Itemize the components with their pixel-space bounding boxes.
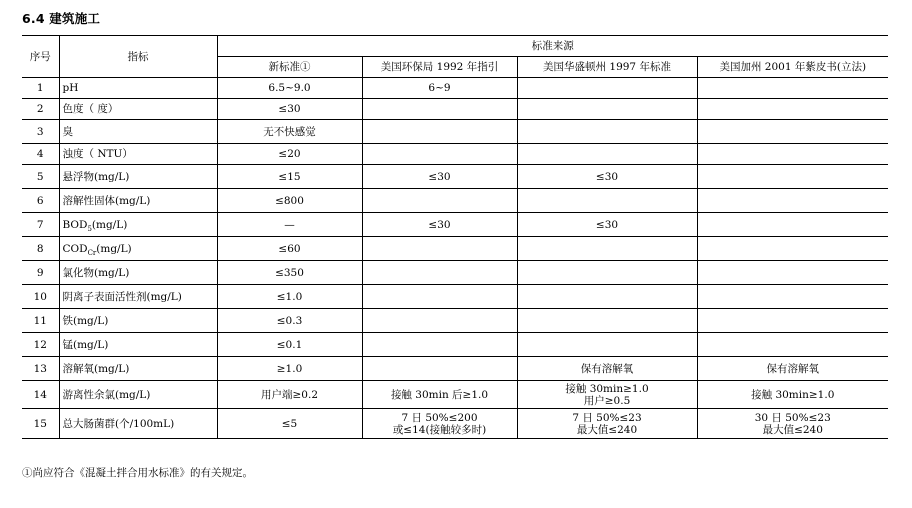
cell-indicator bbox=[59, 120, 217, 144]
cell-seq: 5 bbox=[22, 165, 59, 189]
cell-indicator bbox=[59, 165, 217, 189]
indicator-name: 色度（ 度） bbox=[62, 103, 119, 115]
cell-new-standard bbox=[217, 261, 362, 285]
cell-new-standard bbox=[217, 237, 362, 261]
cell-seq: 10 bbox=[22, 285, 59, 309]
cell-california-2001 bbox=[697, 99, 888, 120]
cell-washington-1997 bbox=[517, 99, 697, 120]
cell-value: 保有溶解氧 bbox=[766, 362, 819, 375]
cell-value: ≤30 bbox=[595, 218, 619, 231]
table-row bbox=[22, 333, 888, 357]
cell-new-standard bbox=[217, 357, 362, 381]
indicator-subscript: Cr bbox=[87, 248, 97, 257]
table-row bbox=[22, 99, 888, 120]
cell-indicator bbox=[59, 261, 217, 285]
cell-value: ≤30 bbox=[595, 170, 619, 183]
header-source-epa: 美国环保局 1992 年指引 bbox=[362, 57, 517, 78]
cell-epa-1992 bbox=[362, 165, 517, 189]
cell-seq: 13 bbox=[22, 357, 59, 381]
cell-new-standard bbox=[217, 99, 362, 120]
table-row bbox=[22, 213, 888, 237]
cell-seq: 9 bbox=[22, 261, 59, 285]
section-title: 6.4 建筑施工 bbox=[22, 11, 101, 26]
cell-california-2001 bbox=[697, 309, 888, 333]
header-source-washington: 美国华盛顿州 1997 年标准 bbox=[517, 57, 697, 78]
cell-value: 或≤14(接触较多时) bbox=[392, 423, 487, 436]
table-row bbox=[22, 381, 888, 409]
cell-washington-1997 bbox=[517, 285, 697, 309]
cell-value: 7 日 50%≤23 bbox=[572, 411, 642, 424]
indicator-name: 溶解性固体(mg/L) bbox=[62, 194, 151, 207]
indicator-subscript: 5 bbox=[87, 224, 92, 233]
cell-california-2001 bbox=[697, 189, 888, 213]
cell-seq: 12 bbox=[22, 333, 59, 357]
cell-washington-1997 bbox=[517, 409, 697, 439]
cell-washington-1997 bbox=[517, 189, 697, 213]
cell-california-2001 bbox=[697, 285, 888, 309]
indicator-name: pH bbox=[62, 82, 79, 94]
cell-california-2001 bbox=[697, 357, 888, 381]
cell-indicator bbox=[59, 309, 217, 333]
cell-indicator bbox=[59, 357, 217, 381]
table-row bbox=[22, 165, 888, 189]
cell-value: ≤30 bbox=[428, 218, 451, 231]
cell-epa-1992 bbox=[362, 381, 517, 409]
cell-value: ≤1.0 bbox=[276, 290, 303, 303]
indicator-name: COD bbox=[62, 242, 88, 255]
indicator-unit: (mg/L) bbox=[91, 218, 128, 231]
cell-seq: 3 bbox=[22, 120, 59, 144]
cell-epa-1992 bbox=[362, 409, 517, 439]
cell-indicator bbox=[59, 99, 217, 120]
cell-new-standard bbox=[217, 213, 362, 237]
cell-seq: 11 bbox=[22, 309, 59, 333]
cell-value: ≤30 bbox=[278, 103, 301, 115]
cell-epa-1992 bbox=[362, 285, 517, 309]
cell-value: ≤0.3 bbox=[276, 314, 303, 327]
cell-new-standard bbox=[217, 165, 362, 189]
cell-washington-1997 bbox=[517, 144, 697, 165]
indicator-name: 臭 bbox=[62, 125, 73, 138]
cell-value: 用户≥0.5 bbox=[583, 394, 631, 407]
footnote: ①尚应符合《混凝土拌合用水标准》的有关规定。 bbox=[22, 467, 253, 479]
header-seq: 序号 bbox=[22, 36, 59, 78]
cell-value: ≤350 bbox=[275, 266, 304, 279]
cell-value: ≤60 bbox=[278, 242, 301, 255]
cell-washington-1997 bbox=[517, 78, 697, 99]
table-row bbox=[22, 357, 888, 381]
indicator-name: 游离性余氯(mg/L) bbox=[62, 388, 151, 401]
cell-epa-1992 bbox=[362, 78, 517, 99]
cell-california-2001 bbox=[697, 120, 888, 144]
cell-indicator bbox=[59, 144, 217, 165]
indicator-name: 氯化物(mg/L) bbox=[62, 266, 130, 279]
cell-value: ≤15 bbox=[278, 170, 301, 183]
cell-value: 接触 30min≥1.0 bbox=[565, 382, 649, 395]
cell-value: ≤0.1 bbox=[276, 338, 303, 351]
cell-value: 最大值≤240 bbox=[762, 423, 823, 436]
cell-value: 6.5~9.0 bbox=[268, 82, 311, 94]
cell-epa-1992 bbox=[362, 309, 517, 333]
indicator-name: 总大肠菌群(个/100mL) bbox=[62, 417, 175, 430]
table-row bbox=[22, 285, 888, 309]
indicator-name: BOD bbox=[62, 218, 88, 231]
table-body bbox=[22, 78, 888, 439]
cell-indicator bbox=[59, 285, 217, 309]
cell-california-2001 bbox=[697, 78, 888, 99]
cell-epa-1992 bbox=[362, 333, 517, 357]
table-row bbox=[22, 237, 888, 261]
cell-washington-1997 bbox=[517, 261, 697, 285]
cell-value: 用户端≥0.2 bbox=[261, 388, 318, 401]
cell-washington-1997 bbox=[517, 120, 697, 144]
cell-value: 无不快感觉 bbox=[263, 125, 316, 138]
cell-epa-1992 bbox=[362, 237, 517, 261]
cell-value: 保有溶解氧 bbox=[580, 362, 634, 375]
cell-value: ≤800 bbox=[275, 194, 304, 207]
cell-indicator bbox=[59, 333, 217, 357]
cell-washington-1997 bbox=[517, 213, 697, 237]
cell-california-2001 bbox=[697, 237, 888, 261]
table-row bbox=[22, 144, 888, 165]
header-indicator: 指标 bbox=[59, 36, 217, 78]
header-source-new: 新标准① bbox=[217, 57, 362, 78]
indicator-name: 锰(mg/L) bbox=[62, 338, 109, 351]
table-row bbox=[22, 261, 888, 285]
cell-epa-1992 bbox=[362, 99, 517, 120]
cell-california-2001 bbox=[697, 381, 888, 409]
table-row bbox=[22, 78, 888, 99]
cell-epa-1992 bbox=[362, 120, 517, 144]
cell-value: 最大值≤240 bbox=[576, 423, 638, 436]
cell-epa-1992 bbox=[362, 213, 517, 237]
cell-indicator bbox=[59, 189, 217, 213]
indicator-unit: (mg/L) bbox=[96, 242, 132, 255]
cell-new-standard bbox=[217, 333, 362, 357]
cell-value: 7 日 50%≤200 bbox=[401, 411, 478, 424]
indicator-name: 铁(mg/L) bbox=[62, 314, 109, 327]
cell-washington-1997 bbox=[517, 165, 697, 189]
cell-washington-1997 bbox=[517, 333, 697, 357]
cell-california-2001 bbox=[697, 261, 888, 285]
cell-indicator bbox=[59, 237, 217, 261]
cell-seq: 2 bbox=[22, 99, 59, 120]
cell-california-2001 bbox=[697, 409, 888, 439]
table-row bbox=[22, 120, 888, 144]
cell-new-standard bbox=[217, 144, 362, 165]
cell-value: ≤5 bbox=[281, 417, 298, 430]
cell-new-standard bbox=[217, 309, 362, 333]
indicator-name: 悬浮物(mg/L) bbox=[62, 170, 130, 183]
table-row bbox=[22, 409, 888, 439]
cell-new-standard bbox=[217, 78, 362, 99]
cell-washington-1997 bbox=[517, 237, 697, 261]
indicator-name: 溶解氧(mg/L) bbox=[62, 362, 130, 375]
cell-seq: 14 bbox=[22, 381, 59, 409]
cell-new-standard bbox=[217, 189, 362, 213]
cell-california-2001 bbox=[697, 144, 888, 165]
cell-value: 6~9 bbox=[428, 82, 451, 94]
cell-indicator bbox=[59, 409, 217, 439]
cell-value: 接触 30min 后≥1.0 bbox=[390, 388, 489, 401]
cell-value: ≥1.0 bbox=[276, 362, 303, 375]
cell-seq: 4 bbox=[22, 144, 59, 165]
cell-seq: 15 bbox=[22, 409, 59, 439]
cell-value: ≤30 bbox=[428, 170, 451, 183]
cell-new-standard bbox=[217, 409, 362, 439]
cell-epa-1992 bbox=[362, 189, 517, 213]
cell-washington-1997 bbox=[517, 381, 697, 409]
cell-value: ≤20 bbox=[278, 148, 301, 160]
indicator-name: 浊度（ NTU） bbox=[62, 148, 133, 160]
header-source-california: 美国加州 2001 年紫皮书(立法) bbox=[697, 57, 888, 78]
cell-value: — bbox=[284, 218, 295, 231]
cell-value: 30 日 50%≤23 bbox=[754, 411, 831, 424]
cell-california-2001 bbox=[697, 213, 888, 237]
cell-california-2001 bbox=[697, 165, 888, 189]
standards-table bbox=[22, 35, 888, 439]
cell-washington-1997 bbox=[517, 357, 697, 381]
table-row bbox=[22, 189, 888, 213]
cell-value: 接触 30min≥1.0 bbox=[751, 388, 835, 401]
cell-epa-1992 bbox=[362, 144, 517, 165]
cell-seq: 7 bbox=[22, 213, 59, 237]
cell-epa-1992 bbox=[362, 357, 517, 381]
cell-epa-1992 bbox=[362, 261, 517, 285]
header-source-group: 标准来源 bbox=[217, 36, 888, 57]
cell-indicator bbox=[59, 78, 217, 99]
cell-california-2001 bbox=[697, 333, 888, 357]
cell-new-standard bbox=[217, 381, 362, 409]
cell-new-standard bbox=[217, 285, 362, 309]
cell-seq: 8 bbox=[22, 237, 59, 261]
cell-indicator bbox=[59, 213, 217, 237]
cell-washington-1997 bbox=[517, 309, 697, 333]
cell-seq: 1 bbox=[22, 78, 59, 99]
table-row bbox=[22, 309, 888, 333]
indicator-name: 阴离子表面活性剂(mg/L) bbox=[62, 290, 182, 303]
cell-indicator bbox=[59, 381, 217, 409]
cell-seq: 6 bbox=[22, 189, 59, 213]
cell-new-standard bbox=[217, 120, 362, 144]
